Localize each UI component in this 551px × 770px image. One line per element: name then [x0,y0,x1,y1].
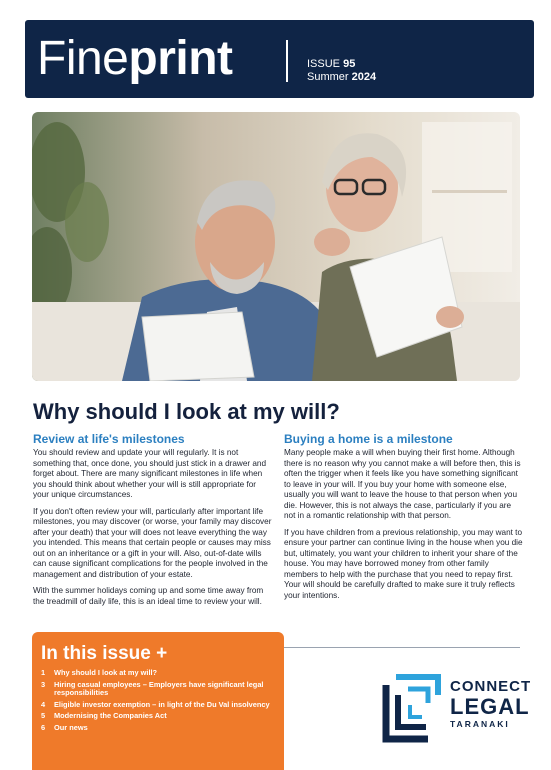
couple-reading-documents-image [32,112,520,381]
contents-item-text: Our news [54,722,88,732]
logo-line-3: TARANAKI [450,719,510,729]
right-subhead: Buying a home is a milestone [284,432,453,446]
logo-mark-icon [382,673,446,743]
contents-list [41,669,277,736]
contents-item-text: Hiring casual employees – Employers have significant legal responsibilities [54,679,264,698]
divider [284,647,520,648]
contents-item[interactable] [41,712,277,721]
contents-page-number: 1 [41,668,46,677]
contents-item[interactable] [41,681,277,698]
logo-line-1: CONNECT [450,678,532,695]
title-light: Fine [37,32,129,85]
left-subhead: Review at life's milestones [33,432,185,446]
title-bold: print [128,32,233,85]
issue-label: ISSUE [307,58,341,70]
contents-item[interactable] [41,669,277,678]
masthead [25,20,534,98]
connect-legal-logo [382,673,532,743]
contents-page-number: 6 [41,722,46,732]
article-left-column [33,432,273,613]
article-right-column [284,432,524,607]
contents-page-number: 4 [41,699,46,709]
left-paragraph-2: If you don't often review your will, particularly after important life milestones, you may discover (or worse, your family may discover after your death) that your will does not leave everything the way you intended. This means that certain people or causes may miss out on an inheritance or a gift in your will. Also, out-of-date wills can cause significant complications for the people involved in the management and distribution of your estate. [33,506,272,579]
left-paragraph-3: With the summer holidays coming up and some time away from the treadmill of daily life, this is an ideal time to review your will. [33,586,264,606]
contents-item[interactable] [41,724,277,733]
logo-line-2: LEGAL [450,694,530,719]
in-this-issue-title: In this issue + [41,643,168,664]
right-paragraph-2: If you have children from a previous relationship, you may want to ensure your partner can continue living in the house when you die but, ultimately, you want your children to inherit your share of the house. You may have borrowed money from other family members to help with the purchase that you need to repay first. Your will should be carefully drafted to make sure it truly reflects your intentions. [284,527,523,600]
in-this-issue-box [32,632,284,770]
contents-page-number: 5 [41,711,46,721]
contents-item-text: Eligible investor exemption – in light of the Du Val insolvency [54,699,270,709]
left-paragraph-1: You should review and update your will regularly. It is not something that, once done, you should just stick in a drawer and forget about. There are many significant milestones in life when you should think about whether your will is still appropriate for your unique circumstances. [33,448,267,499]
hero-photo [32,112,520,381]
contents-item[interactable] [41,701,277,710]
contents-page-number: 3 [41,679,46,689]
masthead-divider [286,40,288,82]
contents-item-text: Modernising the Companies Act [54,711,167,721]
logo-wordmark [450,679,531,730]
right-paragraph-1: Many people make a will when buying their first home. Although there is no reason why you cannot make a will before then, this is often the trigger when it feels like you have something significant to leave in your will. If you buy your home with someone else, usually you will want to leave the house to that person when you die. However, this is not always the case, particularly if you are not in a romantic relationship with that person. [284,448,521,520]
issue-number: 95 [343,58,356,70]
issue-season: Summer [307,71,349,83]
issue-info [307,58,376,84]
issue-year: 2024 [351,71,377,83]
publication-title [37,33,233,85]
article-headline: Why should I look at my will? [33,399,340,424]
contents-item-text: Why should I look at my will? [54,668,158,677]
